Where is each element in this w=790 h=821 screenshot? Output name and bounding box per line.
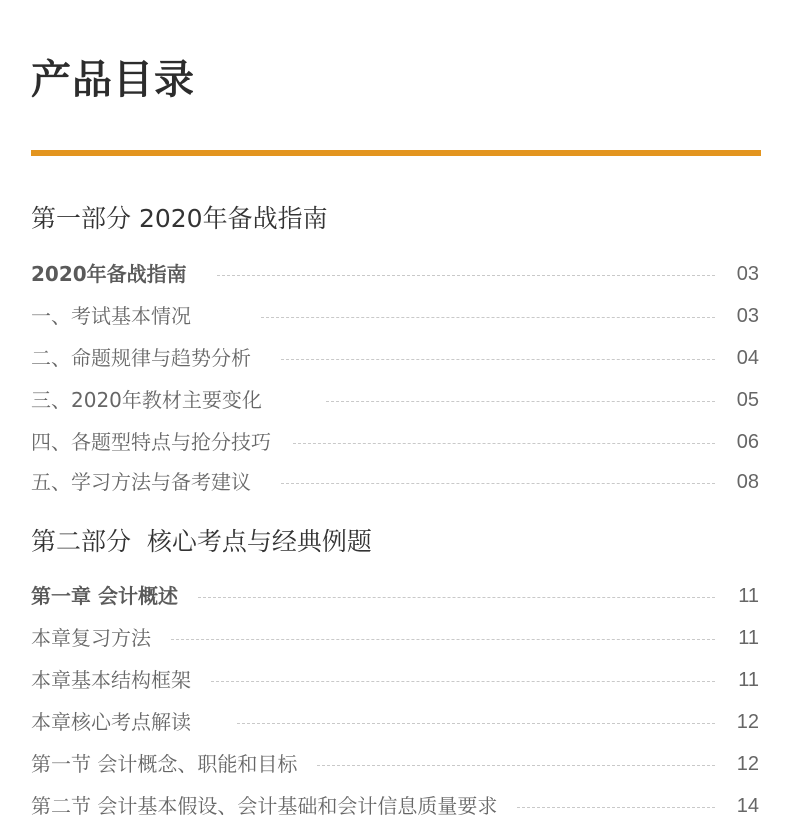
toc-leader-dots xyxy=(217,275,715,276)
toc-entry-label: 五、学习方法与备考建议 xyxy=(31,470,251,494)
toc-entry-label: 本章复习方法 xyxy=(31,626,151,650)
toc-entry[interactable] xyxy=(31,623,759,653)
toc-entry-label: 2020年备战指南 xyxy=(31,262,187,286)
toc-leader-dots xyxy=(198,597,715,598)
toc-page-number: 11 xyxy=(738,669,759,691)
toc-leader-dots xyxy=(211,681,715,682)
toc-page-number: 03 xyxy=(736,305,759,327)
toc-page-number: 12 xyxy=(736,753,759,775)
toc-leader-dots xyxy=(237,723,715,724)
toc-entry-label: 二、命题规律与趋势分析 xyxy=(31,346,251,370)
toc-page-number: 12 xyxy=(736,711,759,733)
toc-entry[interactable] xyxy=(31,665,759,695)
toc-page-number: 14 xyxy=(736,795,759,817)
toc-entry[interactable] xyxy=(31,791,759,821)
toc-page-number: 06 xyxy=(736,431,759,453)
toc-leader-dots xyxy=(281,483,715,484)
title-divider xyxy=(31,150,761,156)
toc-entry[interactable] xyxy=(31,749,759,779)
toc-entry-label: 四、各题型特点与抢分技巧 xyxy=(31,430,271,454)
section-heading-part-two: 第二部分 核心考点与经典例题 xyxy=(31,527,372,556)
toc-page-number: 08 xyxy=(736,471,759,493)
toc-entry[interactable] xyxy=(31,259,759,289)
toc-leader-dots xyxy=(317,765,715,766)
toc-entry-label: 一、考试基本情况 xyxy=(31,304,191,328)
toc-entry[interactable] xyxy=(31,385,759,415)
toc-entry-label: 第二节 会计基本假设、会计基础和会计信息质量要求 xyxy=(31,794,498,818)
toc-entry[interactable] xyxy=(31,343,759,373)
toc-page-number: 11 xyxy=(738,627,759,649)
toc-page-number: 05 xyxy=(736,389,759,411)
toc-page-number: 04 xyxy=(736,347,759,369)
toc-leader-dots xyxy=(171,639,715,640)
toc-leader-dots xyxy=(281,359,715,360)
toc-page-number: 11 xyxy=(738,585,759,607)
toc-leader-dots xyxy=(293,443,715,444)
toc-entry-label: 本章核心考点解读 xyxy=(31,710,191,734)
toc-leader-dots xyxy=(517,807,715,808)
page-title: 产品目录 xyxy=(31,57,195,103)
toc-entry-label: 第一章 会计概述 xyxy=(31,584,178,608)
toc-entry[interactable] xyxy=(31,467,759,497)
toc-entry[interactable] xyxy=(31,581,759,611)
toc-entry-label: 三、2020年教材主要变化 xyxy=(31,388,262,412)
toc-leader-dots xyxy=(326,401,715,402)
toc-entry[interactable] xyxy=(31,707,759,737)
toc-entry[interactable] xyxy=(31,427,759,457)
toc-page-number: 03 xyxy=(736,263,759,285)
toc-leader-dots xyxy=(261,317,715,318)
toc-entry[interactable] xyxy=(31,301,759,331)
toc-entry-label: 第一节 会计概念、职能和目标 xyxy=(31,752,298,776)
toc-entry-label: 本章基本结构框架 xyxy=(31,668,191,692)
section-heading-part-one: 第一部分 2020年备战指南 xyxy=(31,204,328,233)
